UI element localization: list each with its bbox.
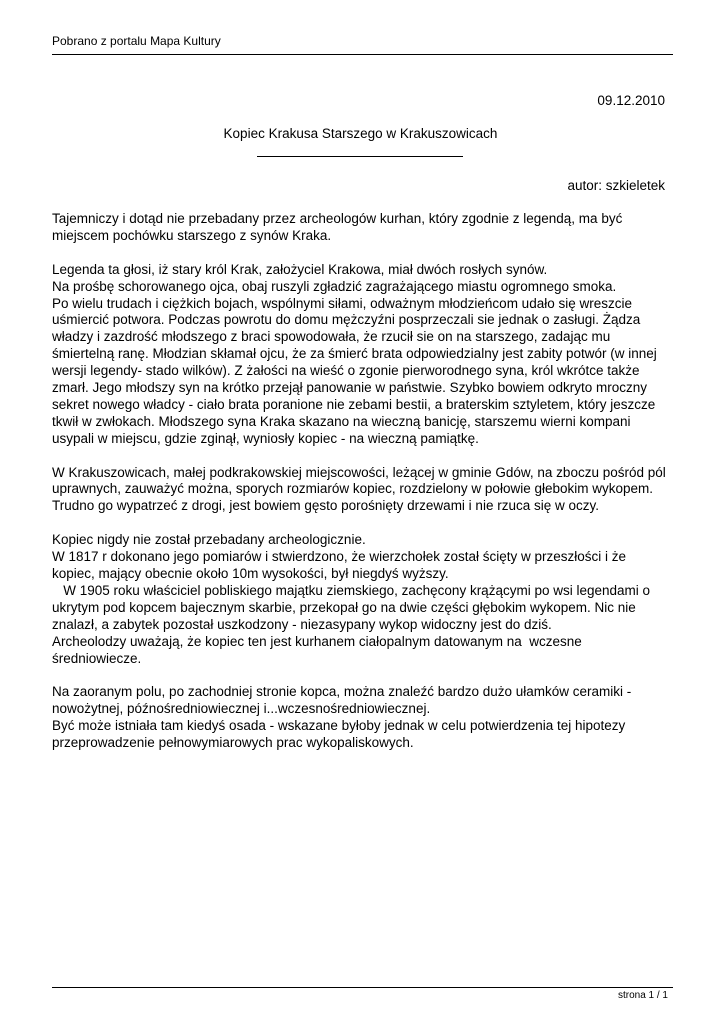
paragraph — [52, 262, 672, 448]
paragraph-line: Na zaoranym polu, po zachodniej stronie kopca, można znaleźć bardzo dużo ułamków ceramiki - — [52, 684, 632, 700]
source-header: Pobrano z portalu Mapa Kultury — [52, 34, 221, 48]
page-number: strona 1 / 1 — [617, 990, 668, 1001]
paragraph-line: W 1905 roku właściciel pobliskiego majątku ziemskiego, zachęcony krążącymi po wsi legendami o — [52, 582, 651, 598]
paragraph-line: śmiertelną ranę. Młodzian skłamał ojcu, że za śmierć brata odpowiedzialny jest zabity potwór (w innej — [52, 346, 657, 362]
paragraph-line: znalazł, a zabytek pozostał uszkodzony - niezasypany wykop widoczny jest do dziś. — [52, 616, 552, 632]
paragraph-line: uprawnych, zauważyć można, sporych rozmiarów kopiec, rozdzielony w połowie głebokim wykopem. — [52, 481, 654, 497]
paragraph-line: ukrytym pod kopcem bajecznym skarbie, przekopał go na dwie części głębokim wykopem. Nic nie — [52, 599, 636, 615]
document-author: autor: szkieletek — [567, 178, 665, 193]
paragraph-line: średniowiecze. — [52, 650, 142, 666]
paragraph-line: wersji legendy- stado wilków). Z żałości na wieść o zgonie pierworodnego syna, król wkrótce także — [52, 363, 640, 379]
title-underline — [257, 156, 463, 157]
paragraph-line: tkwił w zwłokach. Młodszego syna Kraka skazano na wieczną banicję, starszemu wierni kompani — [52, 413, 631, 429]
article-body — [52, 211, 672, 769]
paragraph-line: Tajemniczy i dotąd nie przebadany przez archeologów kurhan, który zgodnie z legendą, ma być — [52, 211, 623, 226]
paragraph-line: usypali w miejscu, gdzie zginął, wyniosły kopiec - na wieczną pamiątkę. — [52, 430, 479, 446]
paragraph-line: kopiec, mający obecnie około 10m wysokości, był niegdyś wyższy. — [52, 565, 449, 581]
paragraph-line: nowożytnej, późnośredniowiecznej i...wczesnośredniowiecznej. — [52, 701, 431, 717]
paragraph-line: władzy i zazdrość młodszego z braci spowodowała, że rzucił sie on na starszego, zadając mu — [52, 329, 611, 345]
paragraph-line: Legenda ta głosi, iż stary król Krak, założyciel Krakowa, miał dwóch rosłych synów. — [52, 261, 548, 277]
footer-divider — [52, 987, 673, 988]
paragraph-line: sekret nowego władcy - ciało brata poranione nie zebami bestii, a braterskim sztyletem, który jeszcze — [52, 396, 656, 412]
document-title: Kopiec Krakusa Starszego w Krakuszowicach — [223, 126, 498, 141]
paragraph-line: W Krakuszowicach, małej podkrakowskiej miejscowości, leżącej w gminie Gdów, na zboczu pośród pól — [52, 464, 666, 480]
paragraph-line: Być może istniała tam kiedyś osada - wskazane byłoby jednak w celu potwierdzenia tej hipotezy — [52, 718, 626, 734]
paragraph-line: W 1817 r dokonano jego pomiarów i stwierdzono, że wierzchołek został ścięty w przeszłości i że — [52, 549, 627, 565]
document-date: 09.12.2010 — [597, 93, 665, 108]
paragraph-line: Archeolodzy uważają, że kopiec ten jest kurhanem ciałopalnym datowanym na wczesne — [52, 633, 582, 649]
header-divider — [52, 54, 673, 55]
paragraph — [52, 532, 672, 667]
paragraph-line: Kopiec nigdy nie został przebadany archeologicznie. — [52, 532, 366, 548]
paragraph-line: zmarł. Jego młodszy syn na krótko przejął panowanie w państwie. Szybko bowiem odkryto mroczny — [52, 380, 648, 396]
paragraph — [52, 211, 672, 245]
paragraph-line: Trudno go wypatrzeć z drogi, jest bowiem gęsto porośnięty drzewami i nie rzuca się w oczy. — [52, 498, 599, 514]
paragraph — [52, 684, 672, 752]
paragraph-line: miejscem pochówku starszego z synów Kraka. — [52, 227, 332, 243]
paragraph — [52, 465, 672, 516]
paragraph-line: uśmiercić potwora. Podczas powrotu do domu mężczyźni posprzeczali sie jednak o zasługi. Żądza — [52, 312, 641, 328]
paragraph-line: Na prośbę schorowanego ojca, obaj ruszyli zgładzić zagrażającego miastu ogromnego smoka. — [52, 278, 617, 294]
paragraph-line: Po wielu trudach i ciężkich bojach, wspólnymi siłami, odważnym młodzieńcom udało się wreszcie — [52, 295, 632, 311]
paragraph-line: przeprowadzenie pełnowymiarowych prac wykopaliskowych. — [52, 735, 414, 751]
